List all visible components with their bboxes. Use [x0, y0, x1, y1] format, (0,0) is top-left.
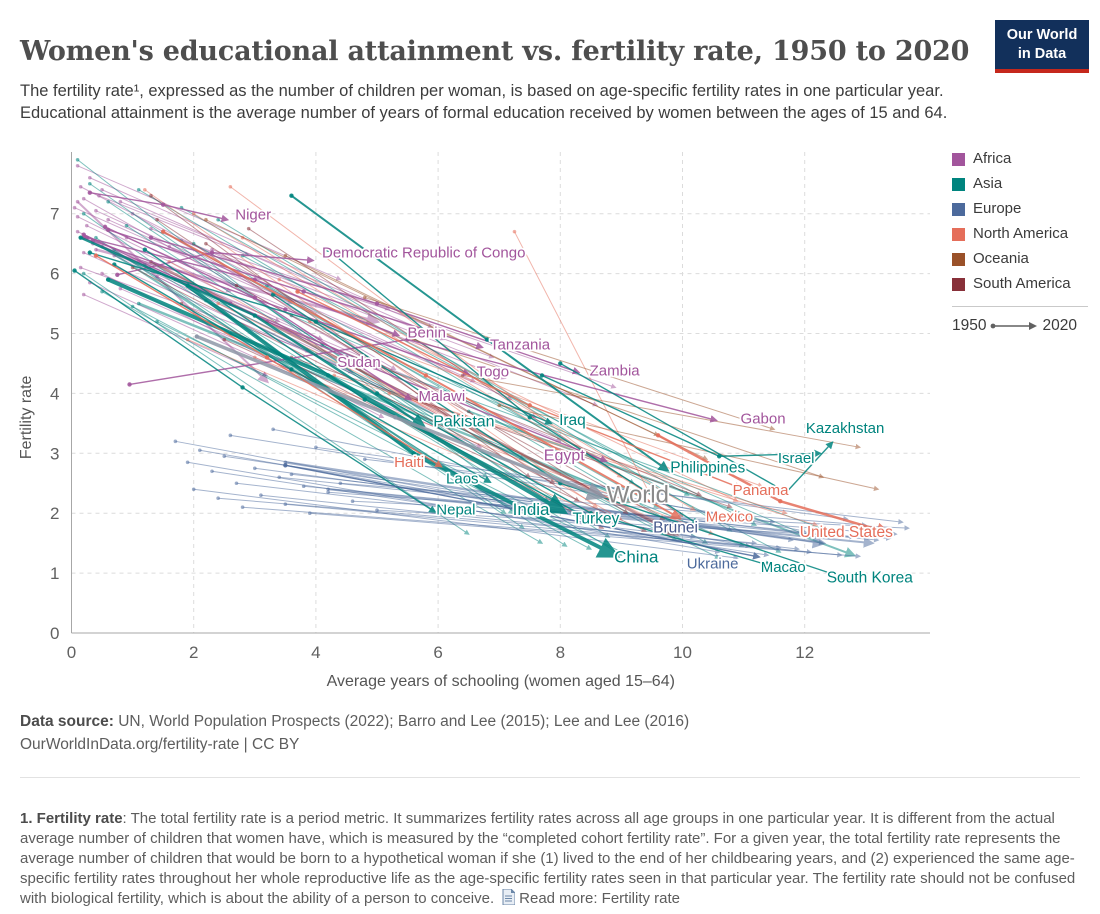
data-point	[253, 466, 257, 470]
legend-swatch-africa	[952, 153, 965, 166]
footnote-label: 1. Fertility rate	[20, 810, 123, 827]
data-point	[229, 434, 233, 438]
country-label-mexico[interactable]: Mexico	[705, 508, 754, 526]
data-point	[210, 250, 214, 254]
data-point	[295, 289, 299, 293]
data-point	[528, 403, 532, 407]
data-point	[253, 295, 257, 299]
data-point	[277, 278, 281, 282]
country-label-macao[interactable]: Macao	[760, 558, 806, 576]
data-point	[103, 225, 107, 229]
x-tick-label: 12	[795, 643, 815, 662]
data-point	[78, 235, 82, 239]
data-point	[540, 373, 544, 377]
data-point	[76, 230, 80, 234]
legend-item-north-america[interactable]	[952, 225, 1092, 242]
data-point	[100, 272, 104, 276]
footnote-text: : The total fertility rate is a period metric. It summarizes fertility rates across all age groups in one particular year. It is different from the actual average number of children that women have, which is measured by the “completed cohort fertility rate”. For a given year, the total fertility rate represents the average number of children that would be born to a hypothetical woman if she (1) lived to the end of her childbearing years, and (2) experienced the same age-specific fertility rates throughout her whole reproductive life as the age-specific fertility rates seen in that particular year. The fertility rate should not be confused with biological fertility, which is about the ability of a person to conceive.	[20, 810, 1076, 908]
data-point	[88, 176, 92, 180]
data-point	[88, 250, 92, 254]
data-point	[76, 164, 80, 168]
data-source-line	[20, 710, 689, 733]
data-point	[119, 200, 123, 204]
data-point	[284, 254, 288, 258]
country-label-nepal[interactable]: Nepal	[436, 501, 476, 519]
trajectory-line[interactable]	[169, 262, 621, 520]
data-point	[192, 487, 196, 491]
data-point	[229, 185, 233, 189]
connected-scatterplot[interactable]	[0, 140, 1100, 700]
data-point	[155, 320, 159, 324]
y-tick-label: 0	[50, 624, 60, 643]
country-label-laos[interactable]: Laos	[446, 470, 479, 488]
data-point	[289, 194, 293, 198]
data-point	[387, 392, 391, 396]
country-label-haiti[interactable]: Haiti	[394, 454, 425, 472]
license-line: OurWorldInData.org/fertility-rate | CC BY	[20, 736, 300, 754]
continent-legend	[952, 150, 1092, 335]
data-point	[186, 338, 190, 342]
data-point	[88, 182, 92, 186]
chart-subtitle: The fertility rate¹, expressed as the number of children per woman, is based on age-specific fertility rates in one particular year. Educational attainment is the average number of years of formal education received by women between the ages of 15 and 64.	[20, 81, 948, 123]
data-point	[161, 229, 165, 233]
data-point	[155, 218, 159, 222]
y-tick-label: 5	[50, 324, 60, 344]
legend-item-africa[interactable]	[952, 150, 1092, 167]
country-label-togo[interactable]: Togo	[476, 363, 510, 381]
legend-label-oceania: Oceania	[973, 250, 1029, 267]
data-point	[424, 373, 428, 377]
data-point	[149, 194, 153, 198]
data-point	[277, 475, 281, 479]
data-point	[106, 218, 110, 222]
country-label-india[interactable]: India	[512, 499, 550, 519]
data-point	[656, 433, 660, 437]
timeline-arrow	[989, 320, 1039, 332]
data-point	[143, 188, 147, 192]
data-point	[137, 302, 141, 306]
y-tick-label: 1	[50, 564, 60, 584]
data-point	[497, 404, 501, 408]
legend-swatch-oceania	[952, 253, 965, 266]
data-point	[143, 247, 147, 251]
data-point	[326, 487, 330, 491]
country-label-egypt[interactable]: Egypt	[543, 447, 585, 465]
country-label-democratic-republic-of-congo[interactable]: Democratic Republic of Congo	[322, 244, 526, 262]
country-label-south-korea[interactable]: South Korea	[826, 569, 913, 587]
legend-swatch-europe	[952, 203, 965, 216]
data-point	[137, 188, 141, 192]
data-point	[513, 230, 517, 234]
data-point	[284, 502, 288, 506]
background-trajectories	[73, 158, 909, 561]
data-point	[76, 158, 80, 162]
country-label-pakistan[interactable]: Pakistan	[433, 413, 495, 431]
data-point	[314, 446, 318, 450]
legend-divider	[952, 306, 1088, 307]
data-point	[210, 469, 214, 473]
data-point	[131, 305, 135, 309]
country-label-zambia[interactable]: Zambia	[589, 362, 640, 380]
data-point	[375, 508, 379, 512]
data-point	[222, 454, 226, 458]
period-legend	[952, 317, 1092, 335]
x-axis-title: Average years of schooling (women aged 15–64)	[326, 673, 675, 690]
country-label-kazakhstan[interactable]: Kazakhstan	[805, 419, 885, 437]
data-point	[73, 206, 77, 210]
y-tick-label: 4	[50, 384, 60, 404]
data-point	[94, 248, 98, 252]
data-point	[204, 242, 208, 246]
legend-swatch-south-america	[952, 278, 965, 291]
data-point	[308, 511, 312, 515]
data-point	[76, 215, 80, 219]
data-point	[186, 460, 190, 464]
country-label-ukraine[interactable]: Ukraine	[686, 555, 739, 573]
data-point	[85, 224, 89, 228]
data-point	[393, 415, 397, 419]
legend-label-africa: Africa	[973, 150, 1012, 167]
data-point	[363, 296, 367, 300]
country-label-benin[interactable]: Benin	[407, 324, 446, 342]
owid-logo	[995, 20, 1089, 73]
y-tick-label: 3	[50, 444, 60, 464]
data-point	[82, 251, 86, 255]
data-point	[79, 185, 83, 189]
footnote	[20, 809, 1082, 909]
country-label-gabon[interactable]: Gabon	[740, 410, 786, 428]
footnote-divider	[20, 777, 1080, 778]
data-point	[290, 472, 294, 476]
x-tick-label: 4	[311, 643, 321, 662]
data-point	[94, 253, 98, 257]
owid-logo-line2: in Data	[1017, 46, 1067, 63]
data-point	[351, 499, 355, 503]
data-point	[778, 499, 782, 503]
document-icon	[502, 889, 515, 905]
data-point	[106, 200, 110, 204]
data-point	[149, 235, 153, 239]
legend-label-asia: Asia	[973, 175, 1003, 192]
data-point	[127, 382, 131, 386]
legend-item-asia[interactable]	[952, 175, 1092, 192]
data-point	[216, 302, 220, 306]
country-label-tanzania[interactable]: Tanzania	[490, 336, 551, 354]
legend-item-oceania[interactable]	[952, 250, 1092, 267]
x-tick-label: 0	[66, 643, 77, 662]
legend-swatch-asia	[952, 178, 965, 191]
data-point	[461, 374, 465, 378]
legend-swatch-north-america	[952, 228, 965, 241]
data-point	[195, 334, 199, 338]
y-tick-label: 7	[50, 204, 60, 224]
data-point	[363, 397, 367, 401]
data-point	[106, 277, 110, 281]
data-point	[283, 463, 287, 467]
data-point	[265, 355, 269, 359]
data-point	[363, 457, 367, 461]
data-point	[247, 227, 251, 231]
data-point	[115, 273, 119, 277]
data-point	[558, 361, 562, 365]
legend-label-europe: Europe	[973, 200, 1022, 217]
data-source-text: UN, World Population Prospects (2022); Barro and Lee (2015); Lee and Lee (2016)	[113, 713, 690, 730]
data-point	[375, 301, 379, 305]
read-more-link[interactable]: Read more: Fertility rate	[519, 890, 681, 908]
data-point	[167, 245, 171, 249]
country-label-panama[interactable]: Panama	[732, 482, 789, 500]
data-point	[174, 440, 178, 444]
data-point	[235, 481, 239, 485]
x-tick-label: 10	[673, 643, 692, 662]
country-label-china[interactable]: China	[614, 547, 659, 567]
legend-item-south-america[interactable]	[952, 275, 1092, 292]
country-label-sudan[interactable]: Sudan	[337, 354, 381, 372]
legend-item-europe[interactable]	[952, 200, 1092, 217]
country-label-niger[interactable]: Niger	[235, 206, 272, 224]
country-label-world[interactable]: World	[606, 481, 669, 509]
data-point	[204, 218, 208, 222]
x-tick-label: 8	[555, 643, 566, 662]
data-point	[161, 203, 165, 207]
legend-label-north-america: North America	[973, 225, 1069, 242]
data-point	[485, 337, 489, 341]
data-point	[240, 385, 244, 389]
data-point	[375, 391, 379, 395]
data-point	[339, 481, 343, 485]
y-axis-title: Fertility rate	[18, 375, 35, 460]
data-point	[259, 493, 263, 497]
data-point	[235, 284, 239, 288]
data-point	[198, 449, 202, 453]
data-point	[76, 200, 80, 204]
data-point	[241, 505, 245, 509]
data-point	[528, 415, 532, 419]
data-point	[271, 428, 275, 432]
data-point	[82, 272, 86, 276]
country-label-brunei[interactable]: Brunei	[653, 519, 698, 537]
country-label-philippines[interactable]: Philippines	[670, 459, 746, 477]
owid-logo-line1: Our World	[1006, 27, 1078, 43]
data-point	[94, 209, 98, 213]
period-end-label: 2020	[1042, 317, 1077, 334]
page-title: Women's educational attainment vs. fertility rate, 1950 to 2020	[20, 36, 970, 68]
country-label-turkey[interactable]: Turkey	[572, 510, 620, 528]
data-point	[222, 338, 226, 342]
data-point	[72, 268, 76, 272]
data-point	[79, 266, 83, 270]
y-tick-label: 2	[50, 504, 60, 524]
country-label-united-states[interactable]: United States	[799, 524, 893, 542]
data-point	[185, 283, 189, 287]
country-label-israel[interactable]: Israel	[777, 449, 815, 467]
legend-items	[952, 150, 1092, 292]
data-point	[302, 484, 306, 488]
data-point	[88, 191, 92, 195]
data-point	[216, 496, 220, 500]
country-label-iraq[interactable]: Iraq	[559, 412, 586, 430]
country-label-malawi[interactable]: Malawi	[418, 388, 466, 406]
data-point	[253, 313, 257, 317]
x-tick-label: 2	[188, 643, 199, 662]
data-point	[125, 224, 129, 228]
trajectory-line-niger[interactable]	[90, 193, 227, 220]
legend-label-south-america: South America	[973, 275, 1071, 292]
data-point	[82, 212, 86, 216]
chart-footer	[20, 710, 689, 757]
data-point	[82, 197, 86, 201]
x-tick-label: 6	[433, 643, 443, 662]
period-start-label: 1950	[952, 317, 987, 334]
data-source-label: Data source:	[20, 713, 114, 730]
data-point	[82, 293, 86, 297]
y-tick-label: 6	[50, 264, 60, 284]
